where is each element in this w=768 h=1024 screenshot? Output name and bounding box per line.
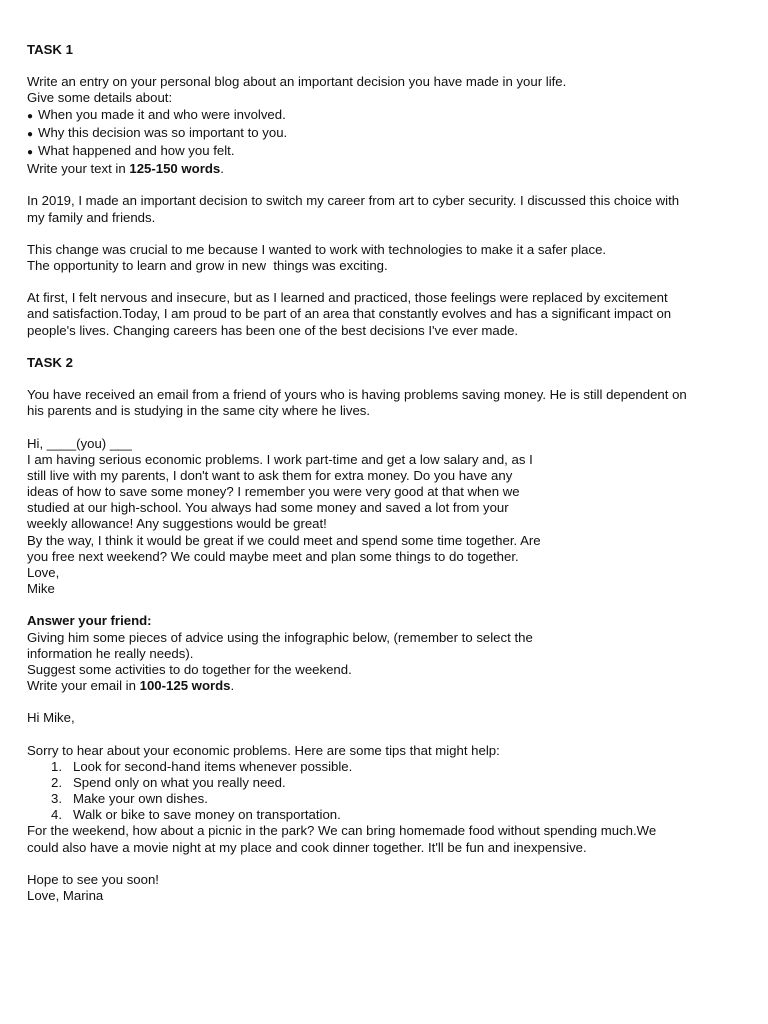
- list-item-text: Walk or bike to save money on transportation.: [73, 807, 341, 823]
- email-line: you free next weekend? We could maybe meet and plan some things to do together.: [27, 548, 519, 564]
- list-item: [51, 758, 727, 775]
- task1-prompt-line2: Give some details about:: [27, 90, 173, 106]
- list-number: 1.: [51, 758, 62, 774]
- task2-word-count-line: [27, 678, 727, 694]
- task1-answer-p3-line3: people's lives. Changing careers has been one of the best decisions I've ever made.: [27, 322, 519, 338]
- email-line: ideas of how to save some money? I remember you were very good at that when we: [27, 484, 520, 500]
- task1-answer-p3-line2: and satisfaction.Today, I am proud to be part of an area that constantly evolves and has a significant impact on: [27, 306, 672, 322]
- email-signoff: Love,: [27, 564, 60, 580]
- list-item-text: Look for second-hand items whenever possible.: [73, 758, 353, 774]
- task2-instruction-line2: information he really needs).: [27, 645, 194, 661]
- task1-word-count: 125-150 words: [129, 161, 221, 177]
- task2-instruction-line3: Suggest some activities to do together for the weekend.: [27, 661, 352, 677]
- task1-write-prefix: Write your text in: [27, 161, 130, 177]
- task2-write-suffix: .: [230, 677, 235, 693]
- reply-weekend-line2: could also have a movie night at my place and cook dinner together. It'll be fun and inexpensive.: [27, 839, 587, 855]
- list-number: 4.: [51, 807, 62, 823]
- task1-bullet-2: ● Why this decision was so important to you.: [27, 125, 727, 143]
- reply-intro: Sorry to hear about your economic problems. Here are some tips that might help:: [27, 742, 500, 758]
- list-item-text: Make your own dishes.: [73, 791, 208, 807]
- task1-answer-p3-line1: At first, I felt nervous and insecure, but as I learned and practiced, those feelings were replaced by excitement: [27, 290, 668, 306]
- task2-intro-line2: his parents and is studying in the same city where he lives.: [27, 403, 371, 419]
- list-item: [51, 807, 727, 823]
- document-page: [27, 42, 727, 904]
- reply-signature: Love, Marina: [27, 887, 104, 903]
- email-line: I am having serious economic problems. I work part-time and get a low salary and, as I: [27, 451, 533, 467]
- email-line: By the way, I think it would be great if we could meet and spend some time together. Are: [27, 532, 541, 548]
- list-item: [51, 774, 727, 791]
- task1-answer-p1-line2: my family and friends.: [27, 209, 156, 225]
- tips-list: [27, 759, 727, 824]
- task1-bullet-3: ● What happened and how you felt.: [27, 143, 727, 161]
- task2-instruction-line1: Giving him some pieces of advice using the infographic below, (remember to select the: [27, 629, 533, 645]
- list-item-text: Spend only on what you really need.: [73, 774, 286, 790]
- task2-intro-line1: You have received an email from a friend of yours who is having problems saving money. He is still dependent on: [27, 387, 687, 403]
- email-line: studied at our high-school. You always had some money and saved a lot from your: [27, 500, 509, 516]
- task2-word-count: 100-125 words: [139, 677, 231, 693]
- task2-write-prefix: Write your email in: [27, 677, 140, 693]
- task2-heading: TASK 2: [27, 354, 73, 370]
- list-item: [51, 791, 727, 807]
- answer-heading: Answer your friend:: [27, 613, 152, 629]
- email-line: still live with my parents, I don't want to ask them for extra money. Do you have any: [27, 467, 513, 483]
- task1-word-count-line: [27, 161, 727, 177]
- email-line: weekly allowance! Any suggestions would be great!: [27, 516, 327, 532]
- task1-answer-p2-line2: The opportunity to learn and grow in new things was exciting.: [27, 257, 388, 273]
- task1-prompt-line1: Write an entry on your personal blog about an important decision you have made in your life.: [27, 74, 567, 90]
- email-greeting: Hi, ____(you) ___: [27, 435, 132, 451]
- email-signature: Mike: [27, 581, 55, 597]
- reply-greeting: Hi Mike,: [27, 710, 75, 726]
- reply-weekend-line1: For the weekend, how about a picnic in the park? We can bring homemade food without spending much.We: [27, 823, 657, 839]
- list-number: 2.: [51, 774, 62, 790]
- list-number: 3.: [51, 791, 62, 807]
- task1-bullet-1: ● When you made it and who were involved.: [27, 107, 727, 125]
- reply-closing: Hope to see you soon!: [27, 871, 159, 887]
- task1-write-suffix: .: [220, 161, 224, 177]
- task1-answer-p2-line1: This change was crucial to me because I wanted to work with technologies to make it a safer place.: [27, 241, 607, 257]
- task1-answer-p1-line1: In 2019, I made an important decision to switch my career from art to cyber security. I discussed this choice with: [27, 193, 680, 209]
- task1-heading: TASK 1: [27, 42, 73, 57]
